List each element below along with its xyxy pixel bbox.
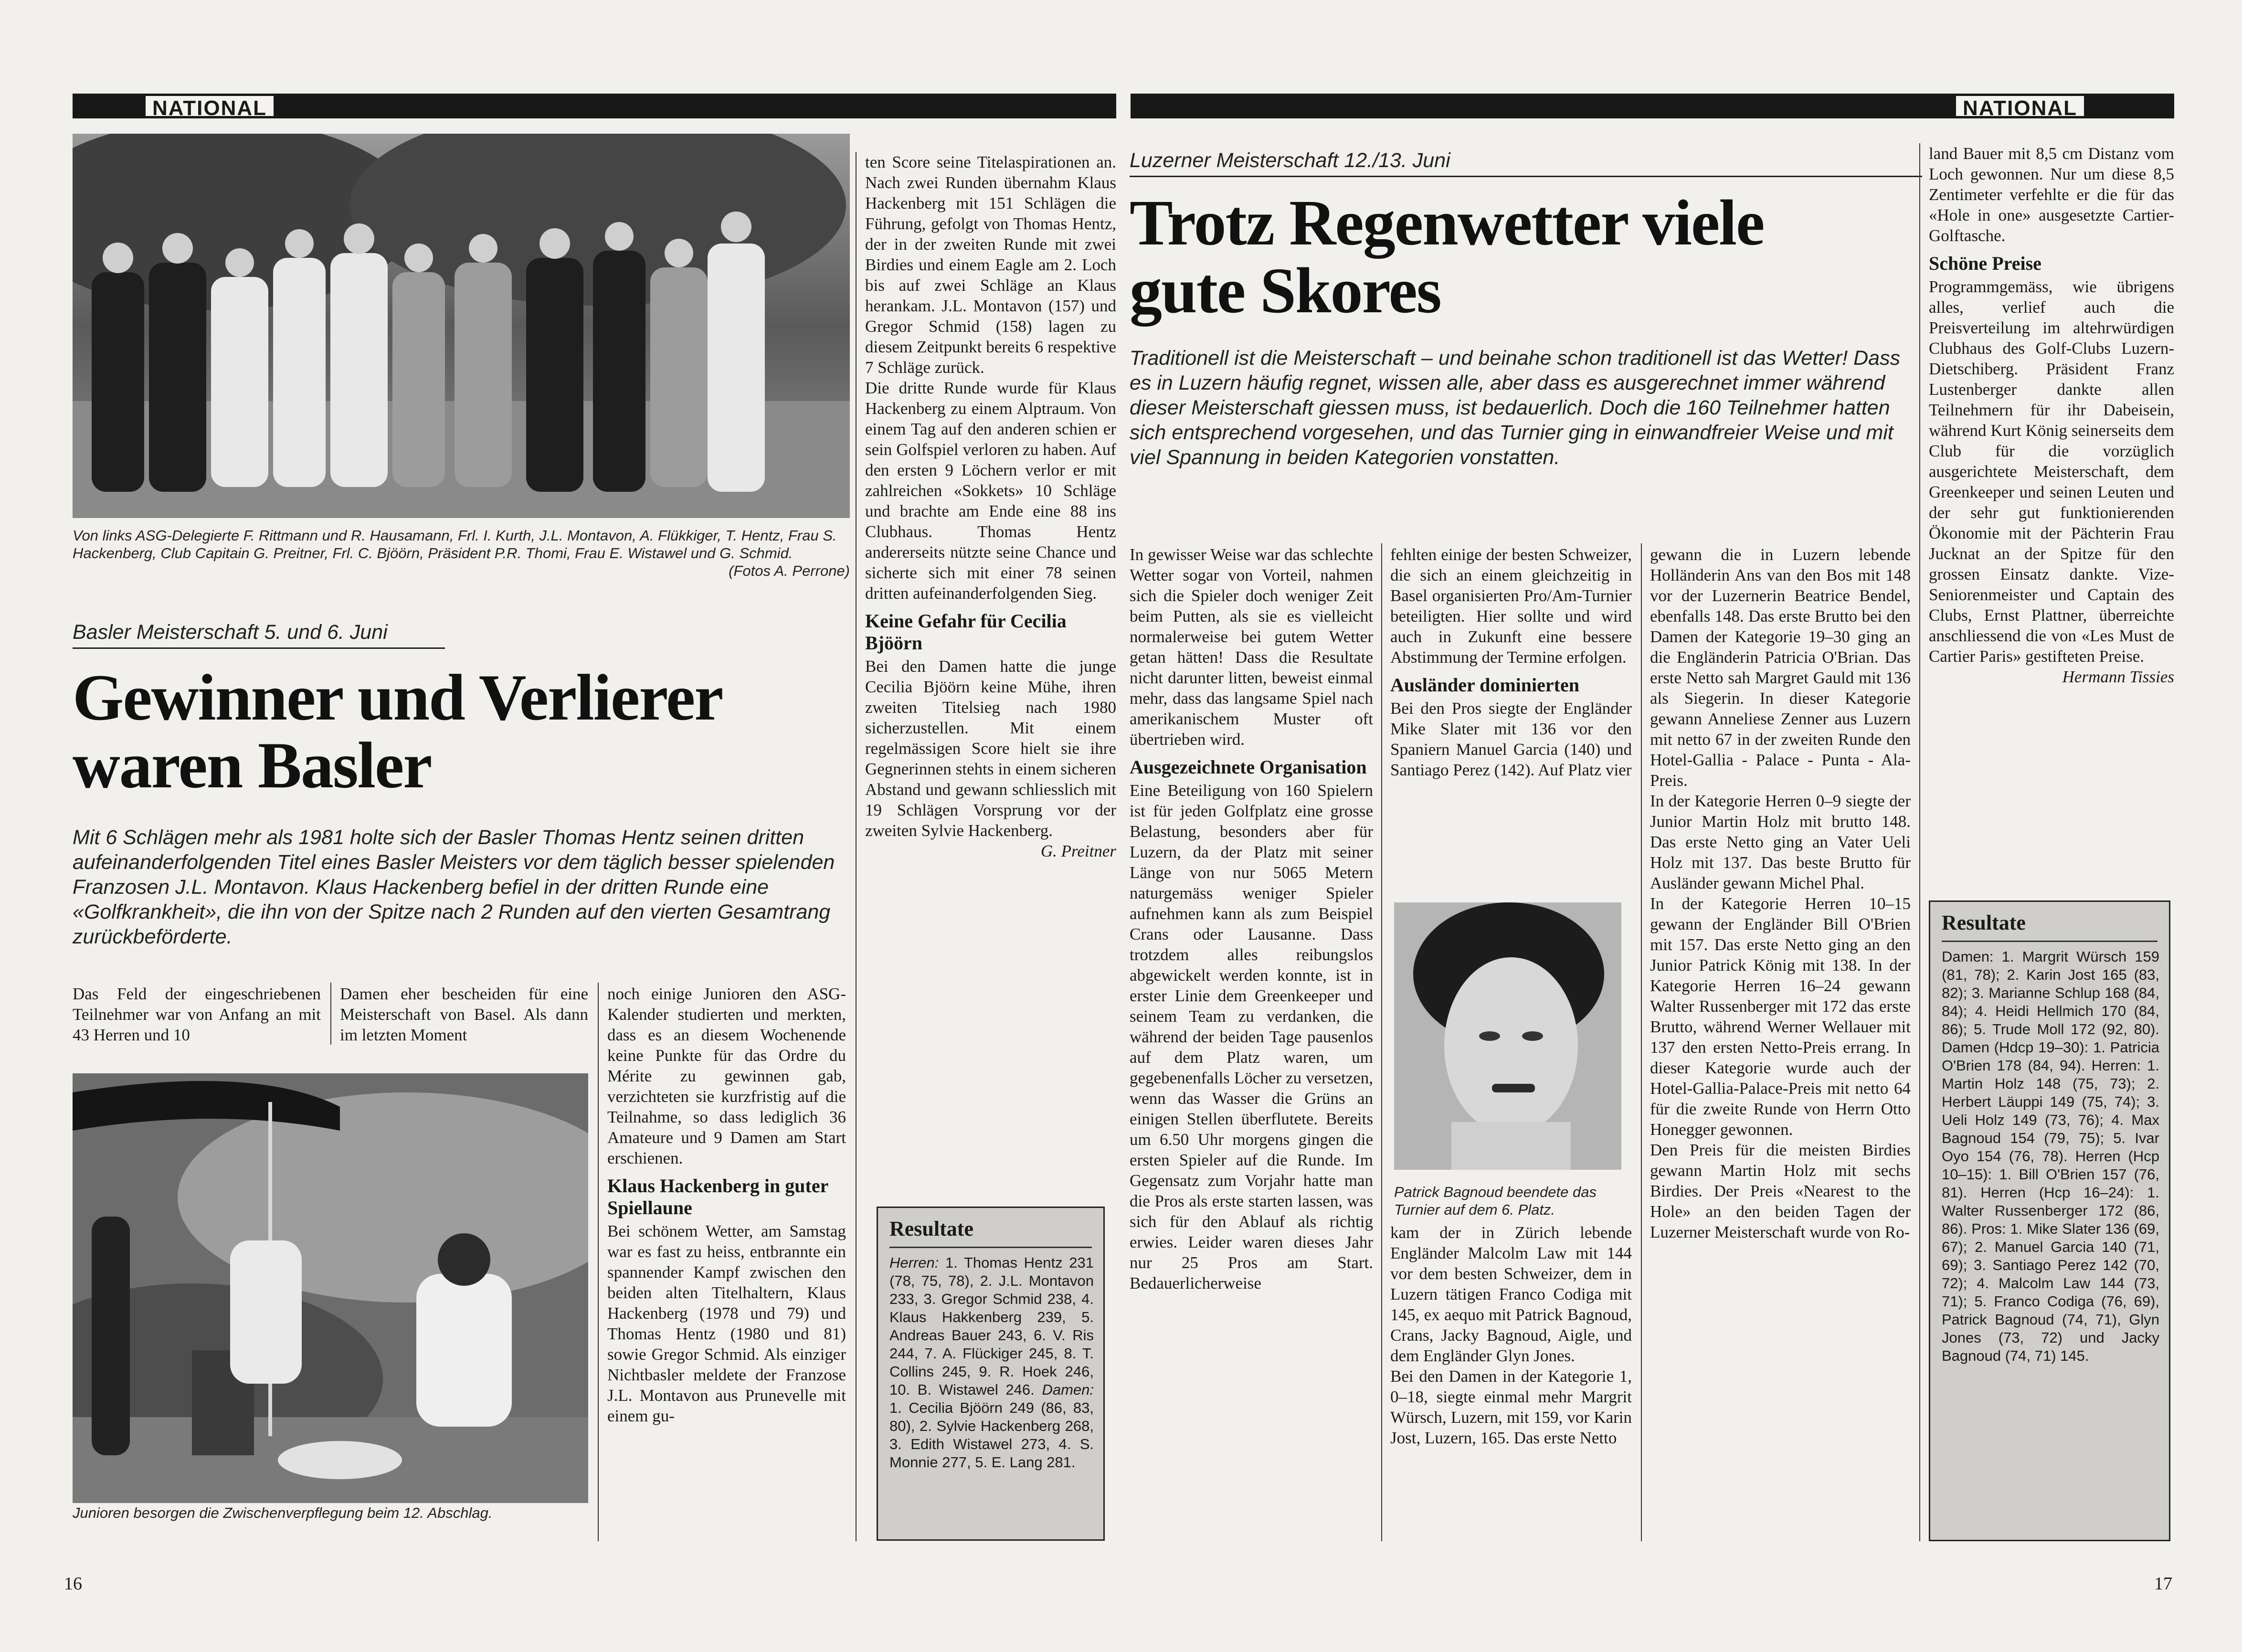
left-results-box [877,1207,1105,1541]
left-page-number: 16 [64,1574,82,1594]
juniors-photo-caption: Junioren besorgen die Zwischenverpflegung beim 12. Abschlag. [73,1504,493,1521]
right-lead: Traditionell ist die Meisterschaft – und beinahe schon traditionell ist das Wetter! Dass es in Luzern häufig regnet, wissen alle, aber dass es ausgerechnet immer während dieser Meisterschaft giessen muss, ist bedauerlich. Doch die 160 Teilnehmer hatten sich entsprechend vorgesehen, und das Turnier ging in einwandfreier Weise und mit viel Spannung in beiden Kategorien vonstatten. [1130,347,1901,469]
left-subhead-hackenberg: Klaus Hackenberg in guter Spiellaune [607,1175,828,1218]
right-col-rule-3 [1919,143,1920,1541]
left-section-label: NATIONAL [143,94,276,118]
left-col1-intro: Das Feld der eingeschriebenen Teilnehmer war von Anfang an mit 43 Herren und 10 [73,985,321,1044]
right-col2-bottom: kam der in Zürich lebende Engländer Malcolm Law mit 144 vor dem besten Schweizer, dem in Luzern tätigen Franco Codiga mit 145, ex aequo mit Patrick Bagnoud, Crans, Jacky Bagnoud, Aigle, und dem Engländer Glyn Jones. Bei den Damen in der Kategorie 1, 0–18, siegte einmal mehr Margrit Würsch, Luzern, mit 159, vor Karin Jost, Luzern, 165. Das erste Netto [1390,1223,1632,1447]
juniors-photo [73,1073,588,1503]
right-col-rule-1 [1381,543,1382,1541]
right-col3: gewann die in Luzern lebende Holländerin Ans van den Bos mit 148 vor der Luzernerin Beatrice Bendel, ebenfalls 148. Das erste Brutto bei den Damen der Kategorie 19–30 ging an die Engländerin Patricia O'Brian. Das erste Netto sah Margret Gauld mit 136 als Siegerin. In dieser Kategorie gewann Anneliese Zenner aus Luzern mit netto 67 in der zweiten Runde den Hotel-Gallia - Palace - Punta - Ala-Preis. In der Kategorie Herren 0–9 siegte der Junior Martin Holz mit brutto 148. Das erste Netto ging an Vater Ueli Holz mit 137. Das beste Brutto für Ausländer gewann Michel Phal. In der Kategorie Herren 10–15 gewann der Engländer Bill O'Brien mit 157. Das erste Netto ging an den Junior Patrick König mit 138. In der Kategorie Herren 16–24 gewann Walter Russenberger mit 172 das erste Brutto, während Werner Wellauer mit 137 den ersten Netto-Preis errang. In dieser Kategorie wurde auch der Hotel-Gallia-Palace-Preis mit netto 64 für die zweite Runde von Herrn Otto Honegger gewonnen. Den Preis für die meisten Birdies gewann Martin Holz mit sechs Birdies. Der Preis «Nearest to the Hole» an den beiden Tagen der Luzerner Meisterschaft wurde von Ro- [1650,545,1911,1241]
group-photo [73,134,850,518]
right-subhead-organisation: Ausgezeichnete Organisation [1130,756,1367,778]
right-col1: In gewisser Weise war das schlechte Wetter sogar von Vorteil, nahmen sich die Spieler doch weniger Zeit beim Putten, als sie es vielleicht normalerweise bei gutem Wetter getan hätten! Dass die Resultate nicht darunter litten, beweist einmal mehr, dass das langsame Spiel nach amerikanischem Muster oft übertrieben wird. Ausgezeichnete Organisation Eine Beteiligung von 160 Spielern ist für jeden Golfplatz eine grosse Belastung, besonders aber für Luzern, da der Platz mit seiner Länge von nur 5065 Metern naturgemäss weniger Spieler aufnehmen kann als zum Beispiel Crans oder Lausanne. Dass trotzdem alles reibungslos abgewickelt werden konnte, ist in erster Linie dem Greenkeeper und seinem Team zu verdanken, die während der beiden Tage pausenlos auf dem Platz waren, um gegebenenfalls Löcher zu versetzen, wenn das Wasser die Grüns an einigen Stellen überflutete. Bereits um 6.50 Uhr morgens gingen die ersten Spieler auf die Runde. Im Gegensatz zum Vorjahr hatte man die Pros als erste starten lassen, was sich für den Ablauf als richtig erwies. Leider waren dieses Jahr nur 25 Pros am Start. Bedauerlicherweise [1130,545,1373,1292]
right-section-label: NATIONAL [1954,94,2086,118]
left-results-rule [889,1247,1092,1248]
right-results-box [1929,900,2170,1541]
left-signature: G. Preitner [1040,842,1116,860]
left-col4: ten Score seine Titelaspirationen an. Nach zwei Runden übernahm Klaus Hackenberg mit 151 Schlägen die Führung, gefolgt von Thomas Hentz, der in der zweiten Runde mit zwei Birdies und einem Eagle am 2. Loch bis auf zwei Schläge an Klaus herankam. J.L. Montavon (157) und Gregor Schmid (158) lagen zu diesem Zeitpunkt bereits 6 respektive 7 Schläge zurück. Die dritte Runde wurde für Klaus Hackenberg zu einem Alptraum. Von einem Tag auf den anderen schien er sein Golfspiel verloren zu haben. Auf den ersten 9 Löchern verlor er mit zahlreichen «Sokkets» 10 Schläge und brachte am Ende eine 88 ins Clubhaus. Thomas Hentz andererseits nützte seine Chance und sicherte sich mit einer 78 seinen dritten aufeinanderfolgenden Sieg. Keine Gefahr für Cecilia Bjöörn Bei den Damen hatte die junge Cecilia Bjöörn keine Mühe, ihren zweiten Titelsieg nach 1980 sicherzustellen. Mit einem regelmässigen Score hielt sie ihre Gegnerinnen stehts in einem sicheren Abstand und gewann schliesslich mit 19 Schlägen Vorsprung vor der zweiten Sylvie Hackenberg. G. Preitner [865,153,1116,860]
right-col2-top: fehlten einige der besten Schweizer, die sich an einem gleichzeitig in Basel organisierten Pro/Am-Turnier beteiligten. Hier sollte und wird auch in Zukunft eine bessere Abstimmung der Termine erfolgen. Ausländer dominierten Bei den Pros siegte der Engländer Mike Slater mit 136 vor den Spaniern Manuel Garcia (140) und Santiago Perez (142). Auf Platz vier [1390,545,1632,779]
right-subhead-preise: Schöne Preise [1929,253,2041,274]
left-results-body: Herren: 1. Thomas Hentz 231 (78, 75, 78), 2. J.L. Montavon 233, 3. Gregor Schmid 238, 4. Klaus Hakkenberg 239, 5. Andreas Bauer 243, 6. V. Ris 244, 7. A. Flückiger 245, 8. T. Collins 245, 9. R. Hoek 246, 10. B. Wistawel 246. Damen: 1. Cecilia Bjöörn 249 (86, 83, 80), 2. Sylvie Hackenberg 268, 3. Edith Wistawel 273, 4. S. Monnie 277, 5. E. Lang 281. [889,1254,1094,1471]
right-results-rule [1942,941,2157,942]
right-kicker-rule [1130,176,1922,177]
right-signature: Hermann Tissies [2062,667,2174,686]
group-photo-caption: Von links ASG-Delegierte F. Rittmann und R. Hausamann, Frl. I. Kurth, J.L. Montavon, A. Flükkiger, T. Hentz, Frau S. Hackenberg, Club Capitain G. Preitner, Frl. C. Bjöörn, Präsident P.R. Thomi, Frau E. Wistawel und G. Schmid. (Fotos A. Perrone) [73,527,850,579]
right-results-title: Resultate [1942,911,2026,934]
left-col-rule-2 [598,983,599,1541]
right-kicker: Luzerner Meisterschaft 12./13. Juni [1130,149,1450,172]
left-lead: Mit 6 Schlägen mehr als 1981 holte sich der Basler Thomas Hentz seinen dritten aufeinanderfolgenden Titel eines Basler Meisters vor dem täglich besser spielenden Franzosen J.L. Montavon. Klaus Hackenberg befiel in der dritten Runde eine «Golfkrankheit», die ihn von der Spitze nach 2 Runden auf den vierten Gesamtrang zurückbeförderte. [73,826,835,948]
right-col4: land Bauer mit 8,5 cm Distanz vom Loch gewonnen. Nur um diese 8,5 Zentimeter verfehlte er die für das «Hole in one» ausgesetzte Cartier-Golftasche. Schöne Preise Programmgemäss, wie übrigens alles, verlief auch die Preisverteilung im altehrwürdigen Clubhaus des Golf-Clubs Luzern-Dietschiberg. Präsident Franz Lustenberger dankte allen Teilnehmern für ihr Dabeisein, während Kurt König seinerseits dem Club für die vorzüglich ausgerichtete Meisterschaft, dem Greenkeeper und seinen Leuten und der sehr gut funktionierenden Ökonomie mit der Pächterin Frau Jucknat an der Spitze für den grossen Einsatz dankte. Vize-Seniorenmeister und Captain des Clubs, Ernst Plattner, überreichte anschliessend die von «Les Must de Cartier Paris» gestifteten Preise. Hermann Tissies [1929,144,2174,686]
right-headline: Trotz Regenwetter viele gute Skores [1130,187,1764,327]
left-results-title: Resultate [889,1217,973,1240]
right-results-body: Damen: 1. Margrit Würsch 159 (81, 78); 2. Karin Jost 165 (83, 82); 3. Marianne Schlup 168 (84, 84); 4. Heidi Hellmich 170 (84, 86); 5. Trude Moll 172 (92, 80). Damen (Hdcp 19–30): 1. Patricia O'Brien 178 (84, 94). Herren: 1. Martin Holz 148 (75, 73); 2. Herbert Läuppi 149 (75, 74); 3. Ueli Holz 149 (73, 76); 4. Max Bagnoud 154 (79, 75); 5. Ivar Oyo 154 (76, 78). Herren (Hcp 10–15): 1. Bill O'Brien 157 (76, 81). Herren (Hcp 16–24): 1. Walter Russenberger 172 (86, 86). Pros: 1. Mike Slater 136 (69, 67); 2. Manuel Garcia 140 (71, 69); 3. Santiago Perez 142 (70, 72); 4. Malcolm Law 144 (73, 71); 5. Franco Codiga (76, 69), Patrick Bagnoud (74, 71), Glyn Jones (73, 72) und Jacky Bagnoud (74, 71) 145. [1942,948,2159,1364]
portrait-photo [1394,902,1621,1170]
left-col-rule-3 [856,152,857,1541]
right-col-rule-2 [1641,543,1642,1541]
left-col2-intro: Damen eher bescheiden für eine Meisterschaft von Basel. Als dann im letzten Moment [340,985,588,1044]
right-subhead-auslaender: Ausländer dominierten [1390,674,1579,696]
left-kicker-rule [73,647,445,649]
left-headline: Gewinner und Verlierer waren Basler [73,661,723,802]
portrait-caption: Patrick Bagnoud beendete das Turnier auf dem 6. Platz. [1394,1184,1597,1218]
left-kicker: Basler Meisterschaft 5. und 6. Juni [73,621,388,644]
left-col-rule-1 [330,983,331,1045]
left-subhead-bjoorn: Keine Gefahr für Cecilia Bjöörn [865,610,1067,654]
right-page-number: 17 [2154,1574,2172,1594]
photo-credit: (Fotos A. Perrone) [729,562,850,579]
left-col3: noch einige Junioren den ASG-Kalender studierten und merkten, dass es an diesem Wochenende keine Punkte für das Ordre du Mérite zu gewinnen gab, verzichteten sie kurzfristig auf die Teilnahme, so dass lediglich 36 Amateure und 9 Damen am Start erschienen. Klaus Hackenberg in guter Spiellaune Bei schönem Wetter, am Samstag war es fast zu heiss, entbrannte ein spannender Kampf zwischen den beiden alten Titelhaltern, Klaus Hackenberg (1978 und 79) und Thomas Hentz (1980 und 81) sowie Gregor Schmid. Als einziger Nichtbasler meldete der Franzose J.L. Montavon aus Prunevelle mit einem gu- [607,985,846,1425]
